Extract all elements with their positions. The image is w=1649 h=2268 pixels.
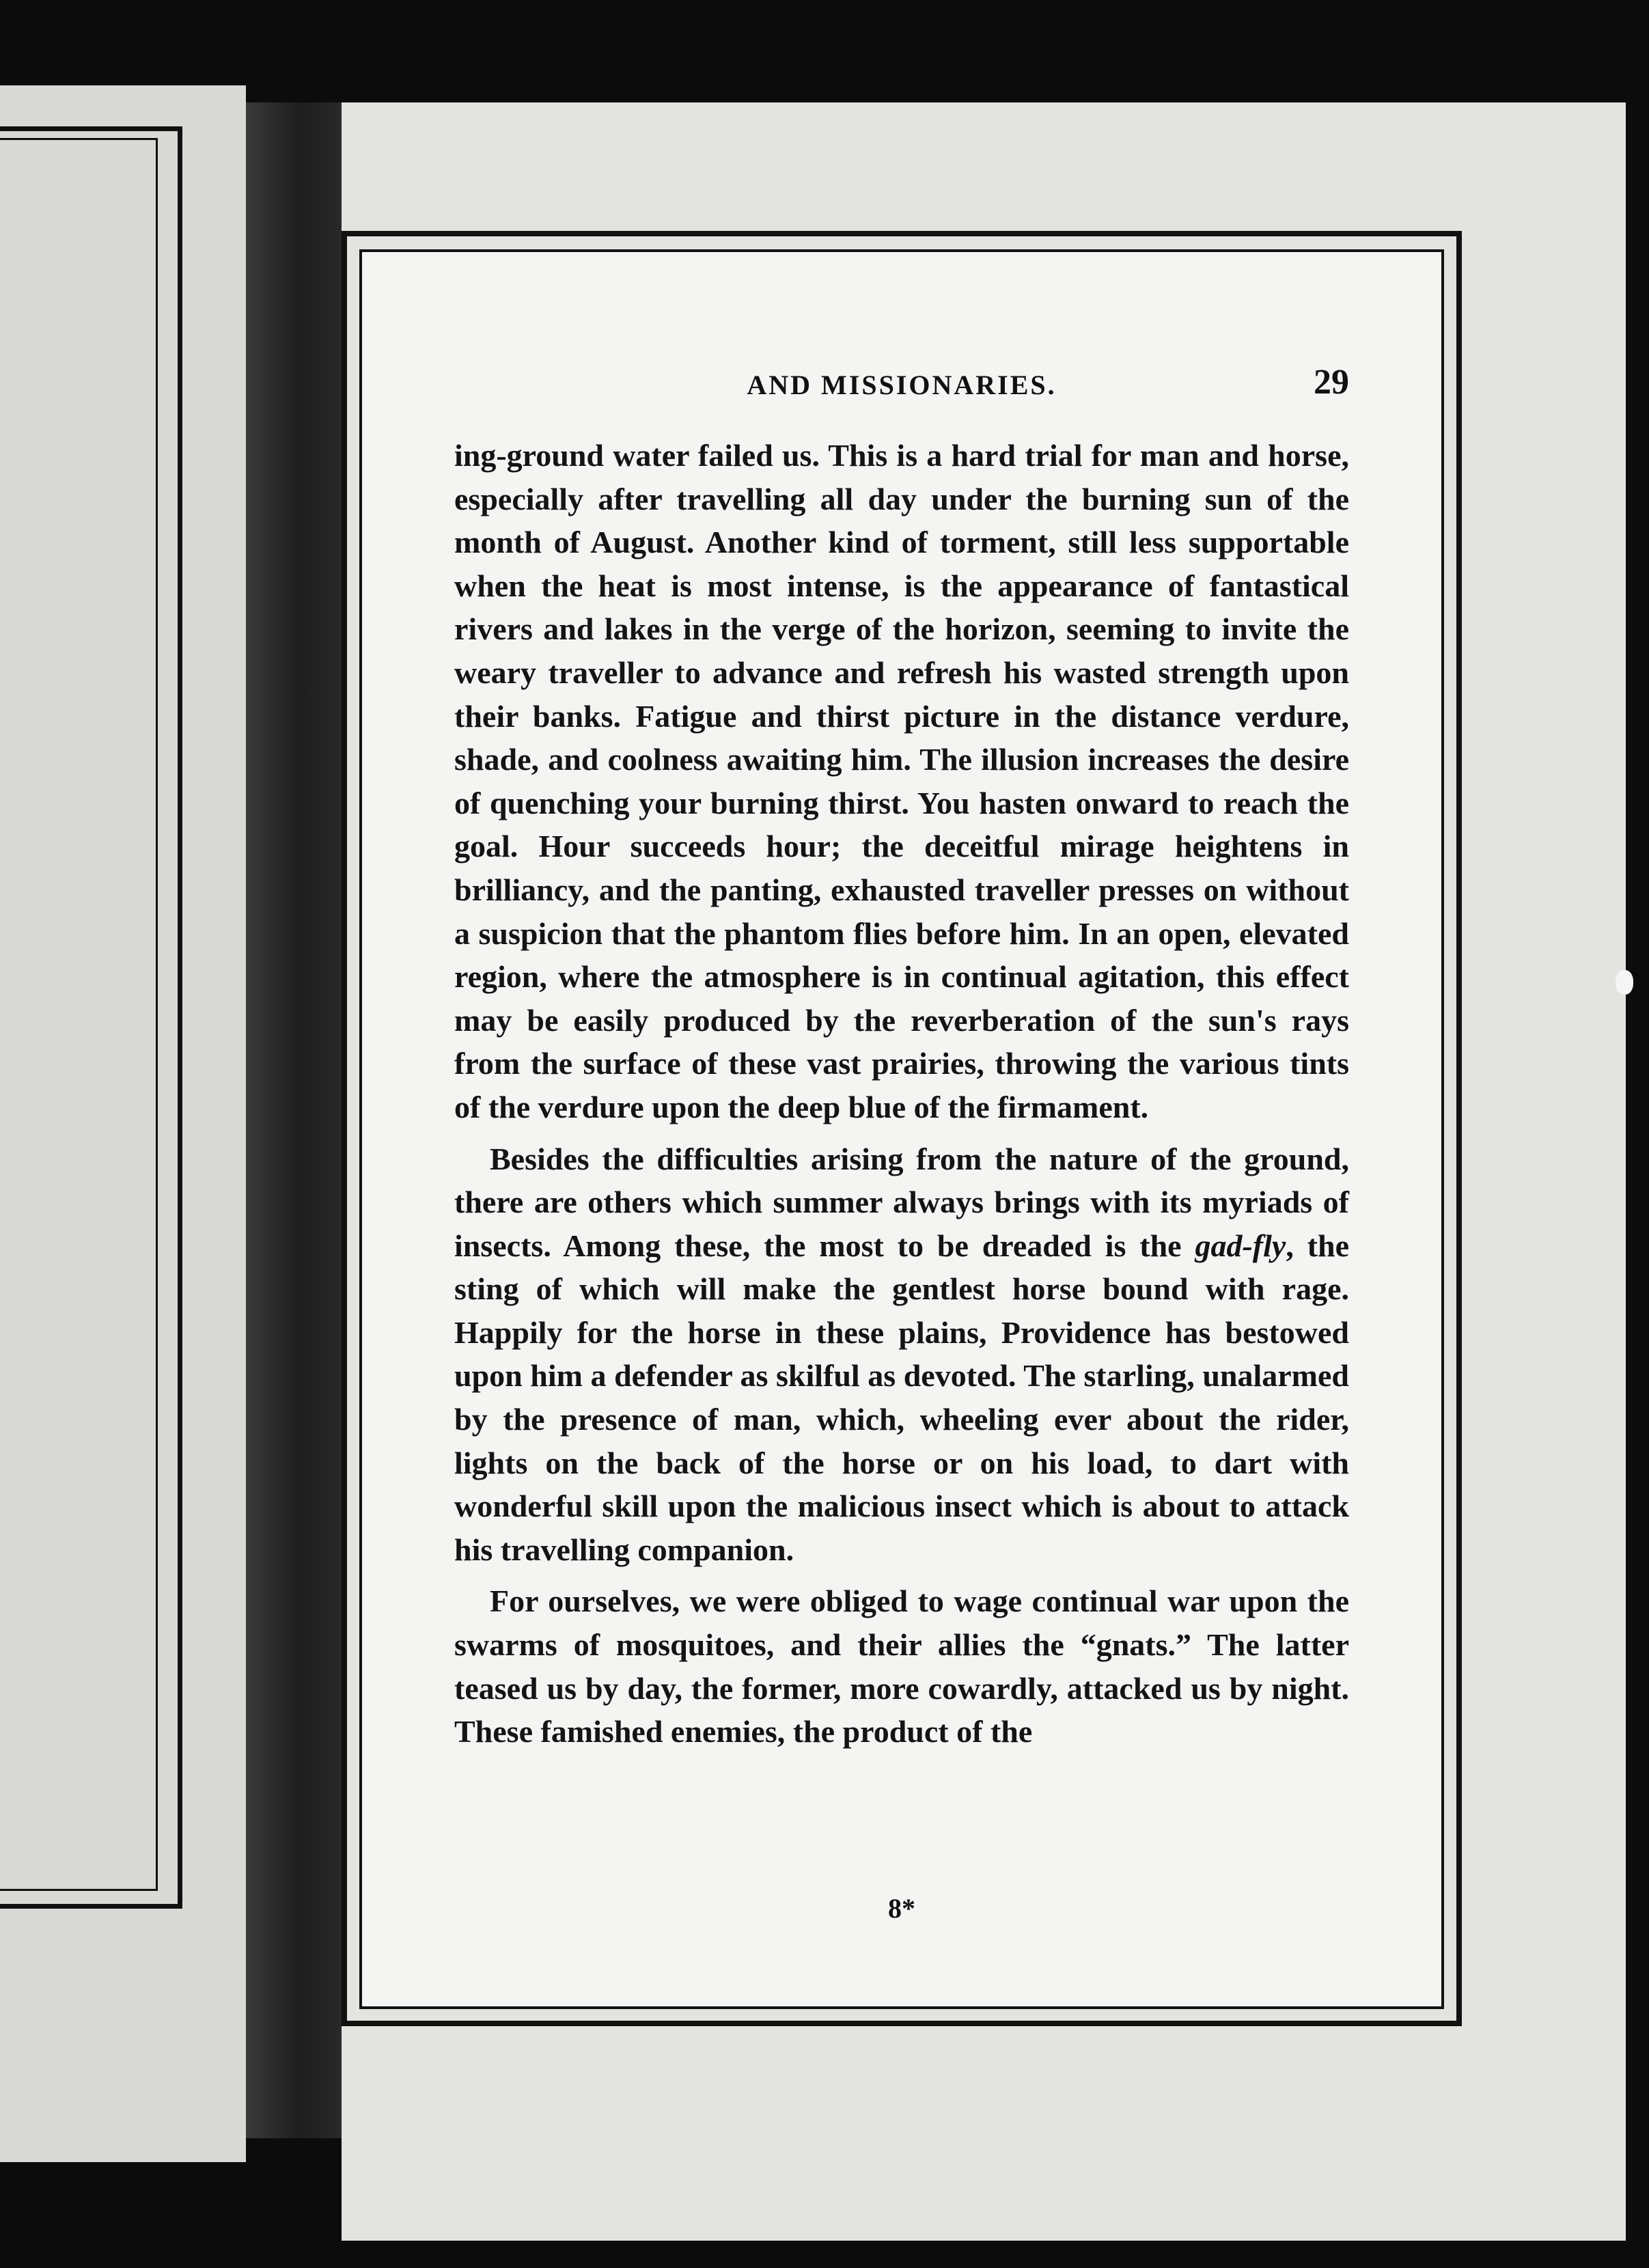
paragraph-1: ing-ground water failed us. This is a hard trial for man and horse, especially after travelling all day under the burning sun of the month of August. Another kind of torment, still less supportable when the heat is most intense, is the appearance of fantastical rivers and lakes in the verge of the horizon, seeming to invite the weary traveller to advance and refresh his wasted strength upon their banks. Fatigue and thirst picture in the distance verdure, shade, and coolness awaiting him. The illusion increases the desire of quenching your burning thirst. You hasten onward to reach the goal. Hour succeeds hour; the deceitful mirage heightens in brilliancy, and the panting, exhausted traveller presses on without a suspicion that the phantom flies before him. In an open, elevated region, where the atmosphere is in continual agitation, this effect may be easily produced by the reverberation of the sun's rays from the surface of these vast prairies, throwing the various tints of the verdure upon the deep blue of the firmament.	[454, 438, 1349, 1124]
signature-mark: 8*	[888, 1893, 915, 1924]
left-page-inner-border	[0, 138, 158, 1891]
paragraph-2: Besides the difficulties arising from the nature of the ground, there are others which summer always brings with its myriads of insects. Among these, the most to be dreaded is the gad-fly, the sting of which will make the gentlest horse bound with rage. Happily for the horse in these plains, Providence has bestowed upon him a defender as skilful as devoted. The starling, unalarmed by the presence of man, which, wheeling ever about the rider, lights on the back of the horse or on his load, to dart with wonderful skill upon the malicious insect which is about to attack his travelling companion.	[454, 1141, 1349, 1567]
scan-speck	[1616, 970, 1633, 995]
body-text	[454, 434, 1349, 1754]
italic-term: gad-fly	[1195, 1228, 1286, 1263]
paragraph-3: For ourselves, we were obliged to wage continual war upon the swarms of mosquitoes, and their allies the “gnats.” The latter teased us by day, the former, more cowardly, attacked us by night. These famished enemies, the product of the	[454, 1584, 1349, 1750]
running-title: AND MISSIONARIES.	[747, 370, 1057, 400]
page-header	[454, 362, 1349, 410]
book-gutter	[246, 102, 352, 2138]
page-number: 29	[1314, 363, 1349, 402]
